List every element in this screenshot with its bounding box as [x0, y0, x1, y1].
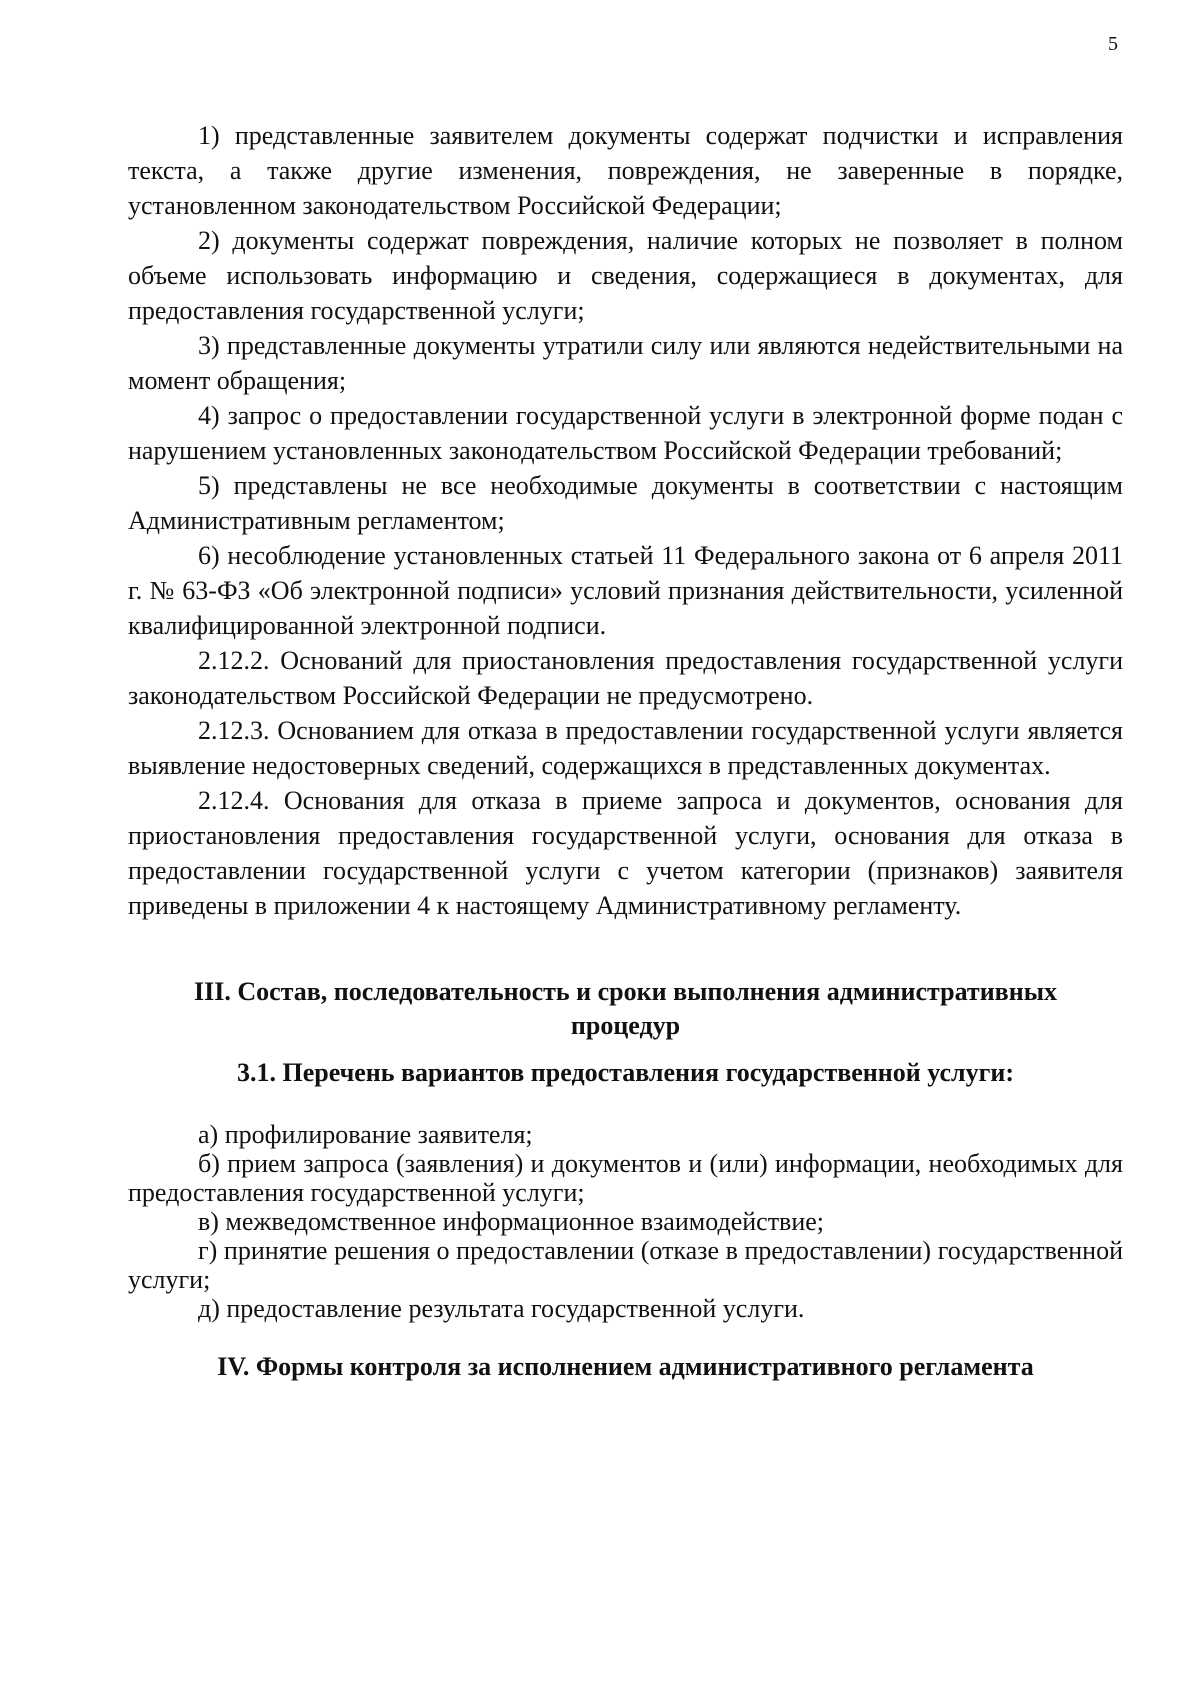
clause-4: 4) запрос о предоставлении государственной услуги в электронной форме подан с нарушением установленных законодательством Российской Федерации требований;: [128, 401, 1123, 465]
clause-2: 2) документы содержат повреждения, наличие которых не позволяет в полном объеме использовать информацию и сведения, содержащиеся в документах, для предоставления государственной услуги;: [128, 226, 1123, 325]
list-item-b: б) прием запроса (заявления) и документов и (или) информации, необходимых для предоставления государственной услуги;: [128, 1149, 1123, 1207]
document-body: [128, 118, 1123, 1384]
clause-5: 5) представлены не все необходимые документы в соответствии с настоящим Административным регламентом;: [128, 471, 1123, 535]
paragraph-2-12-2: 2.12.2. Оснований для приостановления предоставления государственной услуги законодательством Российской Федерации не предусмотрено.: [128, 646, 1123, 710]
list-item-v: в) межведомственное информационное взаимодействие;: [198, 1207, 825, 1236]
clause-3: 3) представленные документы утратили силу или являются недействительными на момент обращения;: [128, 331, 1123, 395]
list-item-d: д) предоставление результата государственной услуги.: [198, 1294, 805, 1323]
page-number: 5: [1108, 33, 1118, 55]
list-item-a: а) профилирование заявителя;: [198, 1120, 533, 1149]
clause-6: 6) несоблюдение установленных статьей 11 Федерального закона от 6 апреля 2011 г. № 63-ФЗ «Об электронной подписи» условий признания действительности, усиленной квалифицированной электронной подписи.: [128, 541, 1123, 640]
clause-1: 1) представленные заявителем документы содержат подчистки и исправления текста, а также другие изменения, повреждения, не заверенные в порядке, установленном законодательством Российской Федерации;: [128, 121, 1123, 220]
paragraph-2-12-4: 2.12.4. Основания для отказа в приеме запроса и документов, основания для приостановления предоставления государственной услуги, основания для отказа в предоставлении государственной услуги с учетом категории (признаков) заявителя приведены в приложении 4 к настоящему Административному регламенту.: [128, 786, 1123, 920]
list-item-g: г) принятие решения о предоставлении (отказе в предоставлении) государственной услуги;: [128, 1236, 1123, 1294]
paragraph-2-12-3: 2.12.3. Основанием для отказа в предоставлении государственной услуги является выявление недостоверных сведений, содержащихся в представленных документах.: [128, 716, 1123, 780]
subsection-3-1-heading: 3.1. Перечень вариантов предоставления государственной услуги:: [236, 1058, 1015, 1087]
section-4-heading: IV. Формы контроля за исполнением административного регламента: [217, 1352, 1034, 1381]
section-3-heading: III. Состав, последовательность и сроки выполнения административных процедур: [193, 977, 1057, 1040]
